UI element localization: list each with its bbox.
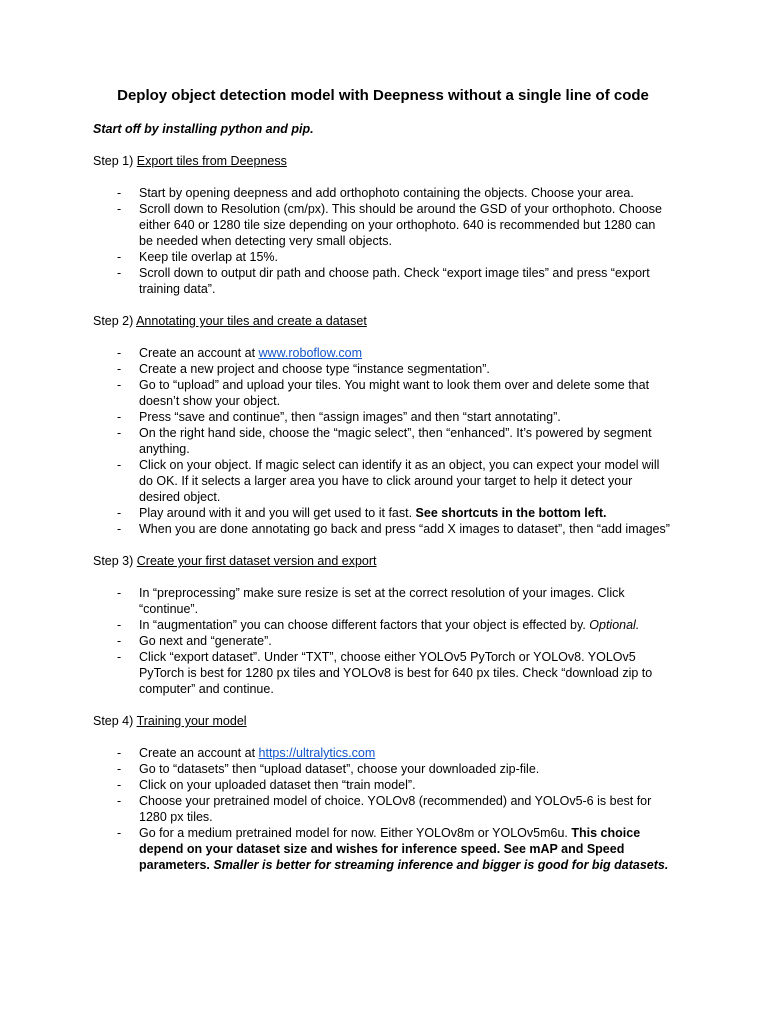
list-item xyxy=(93,521,671,537)
document-title: Deploy object detection model with Deepness without a single line of code xyxy=(117,87,649,104)
steps-container xyxy=(93,153,683,873)
list-item xyxy=(93,201,671,249)
list-item xyxy=(93,745,671,761)
item-text: Go next and “generate”. xyxy=(139,634,272,648)
list-item xyxy=(93,409,671,425)
list-item xyxy=(93,761,671,777)
item-text: Click on your uploaded dataset then “train model”. xyxy=(139,778,416,792)
item-text: Go to “datasets” then “upload dataset”, choose your downloaded zip-file. xyxy=(139,762,540,776)
step-prefix: Step 1) xyxy=(93,154,137,168)
step-list xyxy=(93,745,683,873)
step-section xyxy=(93,553,683,697)
item-text: Create a new project and choose type “instance segmentation”. xyxy=(139,362,490,376)
list-item xyxy=(93,265,671,297)
item-text: When you are done annotating go back and press “add X images to dataset”, then “add images” xyxy=(139,522,670,536)
list-item xyxy=(93,361,671,377)
step-heading xyxy=(93,313,683,329)
step-heading xyxy=(93,713,683,729)
step-prefix: Step 4) xyxy=(93,714,137,728)
item-text: Click on your object. If magic select can identify it as an object, you can expect your model will do OK. If it selects a larger area you have to click around your target to help it detect your desired object. xyxy=(139,458,660,504)
list-item xyxy=(93,825,671,873)
item-link[interactable]: www.roboflow.com xyxy=(258,346,363,360)
step-heading-text: Training your model xyxy=(136,714,247,728)
item-text: In “preprocessing” make sure resize is set at the correct resolution of your images. Click “continue”. xyxy=(139,586,625,616)
item-text: Choose your pretrained model of choice. YOLOv8 (recommended) and YOLOv5-6 is best for 1280 px tiles. xyxy=(139,794,652,824)
intro-line: Start off by installing python and pip. xyxy=(93,122,314,136)
step-section xyxy=(93,153,683,297)
item-bold-italic-text: Smaller is better for streaming inference and bigger is good for big datasets. xyxy=(213,858,669,872)
list-item xyxy=(93,793,671,825)
item-bold-text: This choice depend on your dataset size and wishes for inference speed. See mAP and Speed parameters. xyxy=(139,826,641,872)
list-item xyxy=(93,633,671,649)
step-heading-text: Export tiles from Deepness xyxy=(136,154,287,168)
step-list xyxy=(93,345,683,537)
step-heading-text: Create your first dataset version and export xyxy=(136,554,377,568)
list-item xyxy=(93,425,671,457)
step-heading xyxy=(93,553,683,569)
list-item xyxy=(93,777,671,793)
list-item xyxy=(93,585,671,617)
item-text: On the right hand side, choose the “magic select”, then “enhanced”. It’s powered by segment anything. xyxy=(139,426,652,456)
step-list xyxy=(93,185,683,297)
step-list xyxy=(93,585,683,697)
list-item xyxy=(93,185,671,201)
item-text: Go for a medium pretrained model for now. Either YOLOv8m or YOLOv5m6u. xyxy=(139,826,572,840)
list-item xyxy=(93,505,671,521)
list-item xyxy=(93,345,671,361)
item-text: Start by opening deepness and add orthophoto containing the objects. Choose your area. xyxy=(139,186,634,200)
item-text: Scroll down to Resolution (cm/px). This should be around the GSD of your orthophoto. Choose either 640 or 1280 tile size depending on your orthophoto. 640 is recommended but 1280 can be needed when detecting very small objects. xyxy=(139,202,662,248)
item-text: Keep tile overlap at 15%. xyxy=(139,250,278,264)
step-heading-text: Annotating your tiles and create a dataset xyxy=(136,314,367,328)
item-text: Scroll down to output dir path and choose path. Check “export image tiles” and press “export training data”. xyxy=(139,266,650,296)
item-bold-text: See shortcuts in the bottom left. xyxy=(415,506,607,520)
item-text: Press “save and continue”, then “assign images” and then “start annotating”. xyxy=(139,410,561,424)
item-text: Go to “upload” and upload your tiles. You might want to look them over and delete some that doesn’t show your object. xyxy=(139,378,650,408)
list-item xyxy=(93,649,671,697)
step-heading xyxy=(93,153,683,169)
item-text: In “augmentation” you can choose different factors that your object is effected by. xyxy=(139,618,590,632)
step-section xyxy=(93,313,683,537)
item-text: Play around with it and you will get used to it fast. xyxy=(139,506,416,520)
list-item xyxy=(93,249,671,265)
list-item xyxy=(93,377,671,409)
item-italic-text: Optional. xyxy=(589,618,640,632)
list-item xyxy=(93,457,671,505)
step-section xyxy=(93,713,683,873)
document-page xyxy=(93,86,683,873)
list-item xyxy=(93,617,671,633)
step-prefix: Step 2) xyxy=(93,314,137,328)
item-text: Create an account at xyxy=(139,746,259,760)
item-text: Create an account at xyxy=(139,346,259,360)
step-prefix: Step 3) xyxy=(93,554,137,568)
item-text: Click “export dataset”. Under “TXT”, choose either YOLOv5 PyTorch or YOLOv8. YOLOv5 PyTorch is best for 1280 px tiles and YOLOv8 is best for 640 px tiles. Check “download zip to computer” and continue. xyxy=(139,650,653,696)
item-link[interactable]: https://ultralytics.com xyxy=(258,746,376,760)
